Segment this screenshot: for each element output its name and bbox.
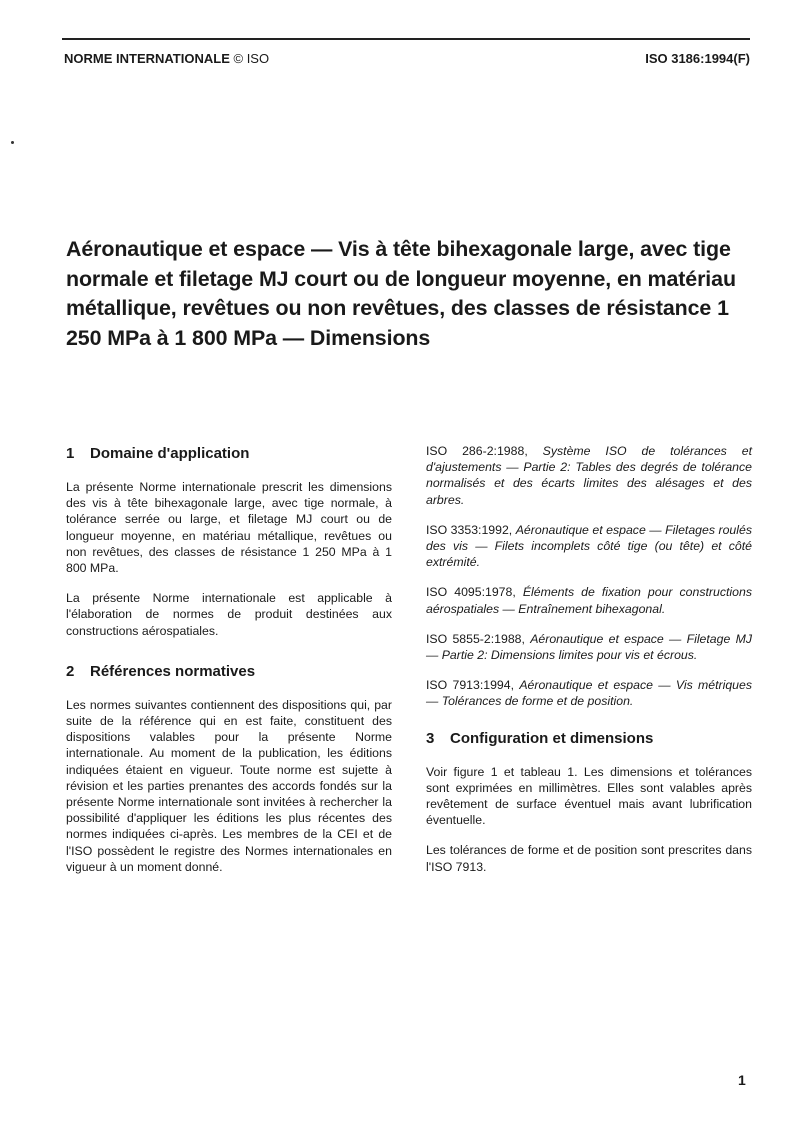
section-3-paragraph-2: Les tolérances de forme et de position sont prescrites dans l'ISO 7913. bbox=[426, 843, 752, 874]
running-header bbox=[64, 51, 750, 69]
section-1-paragraph-2: La présente Norme internationale est applicable à l'élaboration de normes de produit destinées aux constructions aérospatiales. bbox=[66, 591, 392, 638]
section-3-paragraph-1: Voir figure 1 et tableau 1. Les dimensions et tolérances sont exprimées en millimètres. Elles sont valables après revêtement de surface éventuel mais avant lubrification éventuelle. bbox=[426, 764, 752, 828]
reference-code: ISO 3353:1992, bbox=[426, 522, 513, 537]
reference-title: Aéronautique et espace — Filetage MJ — Partie 2: Dimensions limites pour vis et écrous. bbox=[426, 631, 752, 663]
section-2-paragraph-1: Les normes suivantes contiennent des dispositions qui, par suite de la référence qui en est faite, constituent des dispositions valables pour la présente Norme internationale. Au moment de la publication, les éditions indiquées étaient en vigueur. Toute norme est sujette à révision et les parties prenantes des accords fondés sur la présente Norme internationale sont invitées à rechercher la possibilité d'appliquer les éditions les plus récentes des normes indiquées ci-après. Les membres de la CEI et de l'ISO possèdent le registre des Normes internationales en vigueur à un moment donné. bbox=[66, 697, 392, 874]
header-standard-number: ISO 3186:1994(F) bbox=[645, 51, 750, 66]
reference-item bbox=[426, 443, 752, 508]
header-rule bbox=[62, 38, 750, 40]
reference-item bbox=[426, 677, 752, 709]
section-1-heading bbox=[66, 445, 392, 463]
section-3-number: 3 bbox=[426, 729, 435, 747]
section-2-title: Références normatives bbox=[90, 662, 256, 680]
reference-item bbox=[426, 522, 752, 571]
scan-speck bbox=[11, 141, 14, 144]
reference-item bbox=[426, 584, 752, 616]
reference-code: ISO 5855-2:1988, bbox=[426, 631, 525, 646]
header-standard-type: NORME INTERNATIONALE bbox=[64, 51, 230, 66]
section-3-title: Configuration et dimensions bbox=[450, 729, 654, 747]
section-2-number: 2 bbox=[66, 662, 75, 680]
reference-title: Aéronautique et espace — Filetages roulés des vis — Filets incomplets côté tige (ou tête) et côté extrémité. bbox=[426, 522, 752, 570]
header-copyright: © ISO bbox=[233, 51, 270, 66]
section-1-paragraph-1: La présente Norme internationale prescrit les dimensions des vis à tête bihexagonale large, avec tige normale, à tolérance serrée ou large, et filetage MJ court ou de longueur moyenne, en matériau métallique, revêtues ou non revêtues, des classes de résistance 1 250 MPa à 1 800 MPa. bbox=[66, 480, 392, 576]
section-2-heading bbox=[66, 663, 392, 681]
reference-title: Système ISO de tolérances et d'ajustements — Partie 2: Tables des degrés de tolérance normalisés et des écarts limites des alésages et des arbres. bbox=[426, 444, 752, 507]
reference-item bbox=[426, 631, 752, 663]
left-column bbox=[66, 445, 392, 889]
document-title: Aéronautique et espace — Vis à tête bihexagonale large, avec tige normale et filetage MJ court ou de longueur moyenne, en matériau métallique, revêtues ou non revêtues, des classes de résistance 1 250 MPa à 1 800 MPa — Dimensions bbox=[66, 237, 736, 350]
reference-code: ISO 286-2:1988, bbox=[426, 444, 528, 458]
reference-title: Aéronautique et espace — Vis métriques — Tolérances de forme et de position. bbox=[426, 678, 752, 709]
reference-title: Éléments de fixation pour constructions aérospatiales — Entraînement bihexagonal. bbox=[426, 585, 752, 616]
section-1-number: 1 bbox=[66, 445, 75, 462]
right-column bbox=[426, 443, 752, 889]
section-1-title: Domaine d'application bbox=[90, 445, 250, 462]
header-left bbox=[64, 51, 269, 66]
section-3-heading bbox=[426, 730, 752, 748]
reference-code: ISO 7913:1994, bbox=[426, 678, 515, 693]
page-number: 1 bbox=[738, 1072, 746, 1088]
reference-code: ISO 4095:1978, bbox=[426, 585, 516, 600]
